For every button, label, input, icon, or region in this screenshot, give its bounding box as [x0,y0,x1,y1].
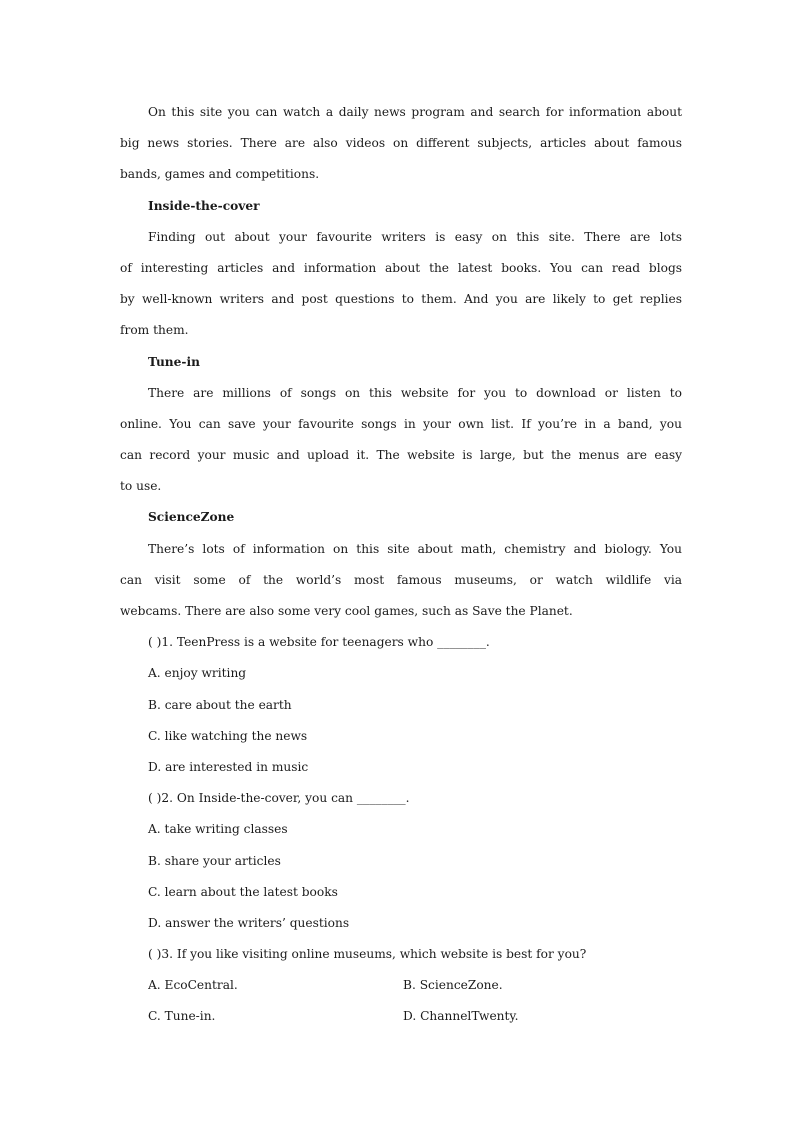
question-stem: ( )1. TeenPress is a website for teenagers who ________. [148,635,490,650]
paragraph-line: by well-known writers and post questions to them. And you are likely to get replies [120,292,682,307]
answer-option: A. enjoy writing [148,666,247,681]
paragraph-line: Finding out about your favourite writers is easy on this site. There are lots [148,229,682,244]
answer-option: D. are interested in music [148,759,309,774]
answer-option: C. Tune-in. [148,1009,216,1024]
question-1 [120,627,682,783]
paragraph-line: of interesting articles and information about the latest books. You can read blogs [120,260,682,275]
paragraph-line: big news stories. There are also videos on different subjects, articles about famous [120,136,682,151]
answer-option-row [120,1001,682,1032]
paragraph-line: webcams. There are also some very cool games, such as Save the Planet. [120,604,573,618]
section-heading-sciencezone: ScienceZone [148,510,235,525]
answer-option: D. answer the writers’ questions [148,915,350,930]
answer-option: B. ScienceZone. [403,978,503,993]
answer-option: A. EcoCentral. [148,978,238,993]
paragraph-line: can visit some of the world’s most famous museums, or watch wildlife via [120,572,682,587]
paragraph-line: bands, games and competitions. [120,167,320,182]
question-stem: ( )3. If you like visiting online museums, which website is best for you? [148,947,587,962]
paragraph-line: There’s lots of information on this site about math, chemistry and biology. You [148,541,682,556]
question-2 [120,783,682,939]
answer-option: B. share your articles [148,853,281,868]
paragraph-line: from them. [120,323,189,338]
paragraph-line: On this site you can watch a daily news program and search for information about [148,105,682,119]
paragraph-line: online. You can save your favourite songs in your own list. If you’re in a band, you [120,416,682,431]
answer-option: D. ChannelTwenty. [403,1009,519,1024]
question-stem: ( )2. On Inside-the-cover, you can ________. [148,791,410,806]
section-heading-inside-the-cover: Inside-the-cover [148,198,260,213]
paragraph-line: to use. [120,479,162,494]
answer-option-row [120,970,682,1001]
paragraph-tune-in [120,378,682,503]
paragraph-line: can record your music and upload it. The website is large, but the menus are easy [120,448,682,463]
section-heading-tune-in: Tune-in [148,354,200,369]
answer-option: A. take writing classes [148,822,288,837]
paragraph-line: There are millions of songs on this website for you to download or listen to [148,385,682,400]
paragraph-channel-twenty [120,97,682,191]
answer-option: C. like watching the news [148,728,308,743]
question-3 [120,939,682,1033]
answer-option: C. learn about the latest books [148,884,338,899]
document-body [120,97,682,1033]
answer-option: B. care about the earth [148,697,292,712]
paragraph-sciencezone [120,534,682,628]
paragraph-inside-the-cover [120,222,682,347]
